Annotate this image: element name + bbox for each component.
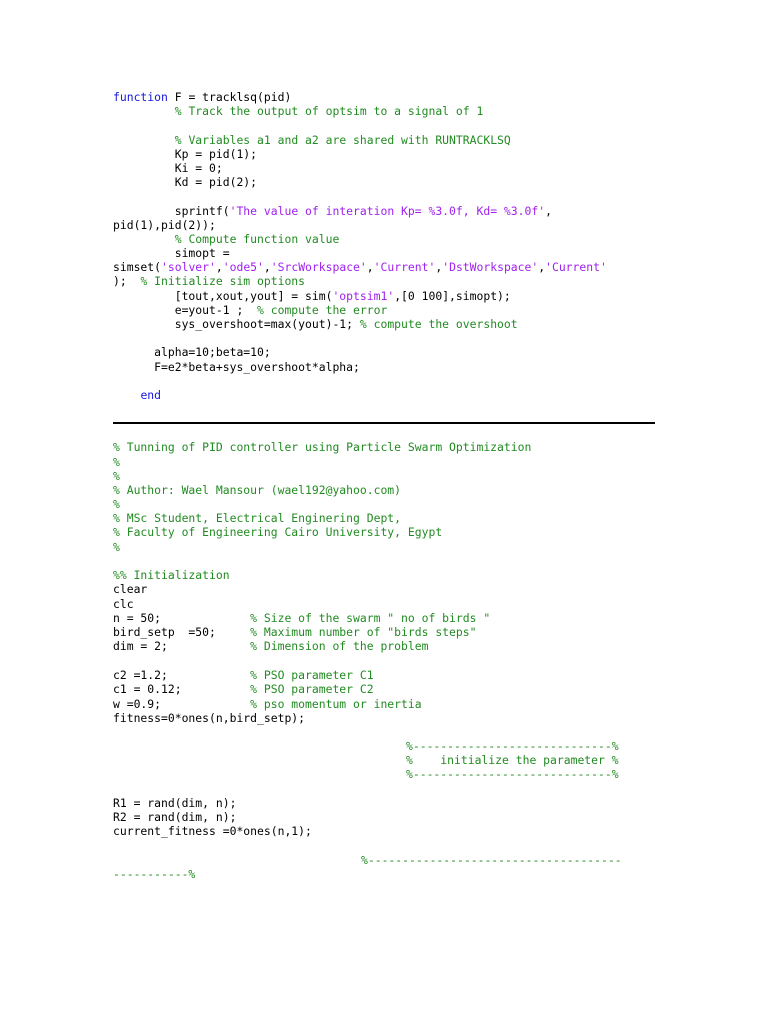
code-text: F=e2*beta+sys_overshoot*alpha; [113, 360, 360, 374]
code-comment: % compute the overshoot [359, 317, 518, 331]
code-text: n = 50; [113, 611, 251, 625]
code-line [113, 796, 236, 810]
code-comment: % Variables a1 and a2 are shared with RUNTRACKLSQ [174, 133, 511, 147]
code-line [113, 668, 374, 682]
code-line [113, 639, 428, 653]
code-comment: %-----------------------------% [406, 767, 619, 781]
code-text: c2 =1.2; [113, 668, 251, 682]
code-line [113, 246, 230, 260]
code-line [113, 525, 442, 539]
code-line [113, 810, 236, 824]
code-line [113, 360, 360, 374]
code-text: alpha=10;beta=10; [113, 345, 271, 359]
code-line [406, 753, 619, 767]
code-line [113, 625, 476, 639]
code-comment: % initialize the parameter % [406, 753, 619, 767]
code-comment: % [113, 455, 120, 469]
code-comment: % PSO parameter C1 [250, 668, 374, 682]
horizontal-rule [113, 422, 655, 424]
code-comment: % Size of the swarm " no of birds " [250, 611, 491, 625]
code-text: , [366, 260, 374, 274]
code-string: 'SrcWorkspace' [270, 260, 367, 274]
code-line [113, 289, 511, 303]
code-line [113, 388, 161, 402]
code-string: 'solver' [161, 260, 216, 274]
code-indent [113, 232, 175, 246]
code-string: 'Current' [545, 260, 607, 274]
code-text: simopt = [113, 246, 230, 260]
code-comment: % PSO parameter C2 [250, 682, 374, 696]
code-text: F = tracklsq(pid) [167, 90, 292, 104]
code-text: R1 = rand(dim, n); [113, 796, 237, 810]
code-comment: % Track the output of optsim to a signal of 1 [174, 104, 484, 118]
code-line [113, 711, 305, 725]
code-text: bird_setp =50; [113, 625, 251, 639]
code-line [113, 218, 216, 232]
code-text: R2 = rand(dim, n); [113, 810, 237, 824]
code-text: w =0.9; [113, 697, 251, 711]
code-comment: % Tunning of PID controller using Particle Swarm Optimization [113, 440, 532, 454]
code-line [113, 175, 257, 189]
code-comment: % Dimension of the problem [250, 639, 429, 653]
code-line [113, 568, 230, 582]
code-text: , [215, 260, 223, 274]
code-line [113, 232, 339, 246]
code-text: clc [113, 597, 134, 611]
code-text: fitness=0*ones(n,bird_setp); [113, 711, 306, 725]
code-line [113, 161, 223, 175]
code-line [113, 582, 147, 596]
code-comment: % [113, 469, 120, 483]
code-line [113, 469, 120, 483]
code-text: dim = 2; [113, 639, 251, 653]
code-text: current_fitness =0*ones(n,1); [113, 824, 312, 838]
code-line [113, 497, 120, 511]
code-comment: -----------% [113, 867, 196, 881]
code-comment: % Maximum number of "birds steps" [250, 625, 477, 639]
code-comment: % [113, 497, 120, 511]
code-comment: % [113, 540, 120, 554]
code-text: Ki = 0; [113, 161, 223, 175]
code-string: 'DstWorkspace' [442, 260, 539, 274]
code-line [113, 540, 120, 554]
code-line [113, 867, 195, 881]
code-text: ,[0 100],simopt); [394, 289, 511, 303]
code-line [113, 147, 257, 161]
code-line [113, 204, 552, 218]
code-text: e=yout-1 ; [113, 303, 258, 317]
code-string: 'ode5' [222, 260, 264, 274]
code-line [113, 824, 312, 838]
code-text: Kd = pid(2); [113, 175, 258, 189]
code-line [113, 133, 511, 147]
code-text: sys_overshoot=max(yout)-1; [113, 317, 360, 331]
code-line [113, 682, 374, 696]
code-line [113, 697, 422, 711]
code-comment: %% Initialization [113, 568, 230, 582]
code-comment: % pso momentum or inertia [250, 697, 422, 711]
code-text: [tout,xout,yout] = sim( [113, 289, 333, 303]
code-text: c1 = 0.12; [113, 682, 251, 696]
code-line [113, 511, 401, 525]
code-string: 'Current' [373, 260, 436, 274]
code-indent [113, 104, 175, 118]
code-line [113, 303, 387, 317]
code-line [113, 440, 531, 454]
code-indent [113, 133, 175, 147]
code-line [361, 853, 622, 867]
code-comment: % Initialize sim options [140, 274, 306, 288]
code-line [406, 739, 619, 753]
code-comment: % Author: Wael Mansour (wael192@yahoo.com) [113, 483, 402, 497]
code-line [113, 455, 120, 469]
code-comment: % MSc Student, Electrical Enginering Dept, [113, 511, 402, 525]
keyword-function: function [113, 90, 168, 104]
code-indent [113, 388, 140, 402]
code-text: ); [113, 274, 141, 288]
code-line [113, 260, 607, 274]
code-comment: %-----------------------------% [406, 739, 619, 753]
code-text: simset( [113, 260, 162, 274]
code-text: pid(1),pid(2)); [113, 218, 216, 232]
code-line [113, 345, 271, 359]
code-line [113, 597, 134, 611]
code-text: , [263, 260, 271, 274]
code-line [113, 274, 305, 288]
code-string: 'optsim1' [332, 289, 395, 303]
code-text: , [435, 260, 443, 274]
code-text: sprintf( [113, 204, 230, 218]
code-line [113, 104, 483, 118]
code-line [113, 90, 291, 104]
code-text: , [545, 204, 552, 218]
code-line [406, 767, 619, 781]
code-comment: % compute the error [257, 303, 388, 317]
code-text: Kp = pid(1); [113, 147, 258, 161]
code-line [113, 611, 490, 625]
code-line [113, 317, 518, 331]
code-comment: % Faculty of Engineering Cairo University, Egypt [113, 525, 443, 539]
code-comment: %------------------------------------- [361, 853, 622, 867]
code-string: 'The value of interation Kp= %3.0f, Kd= %3.0f' [229, 204, 546, 218]
keyword-end: end [140, 388, 162, 402]
code-text: clear [113, 582, 148, 596]
code-comment: % Compute function value [174, 232, 340, 246]
code-line [113, 483, 401, 497]
code-text: , [538, 260, 546, 274]
